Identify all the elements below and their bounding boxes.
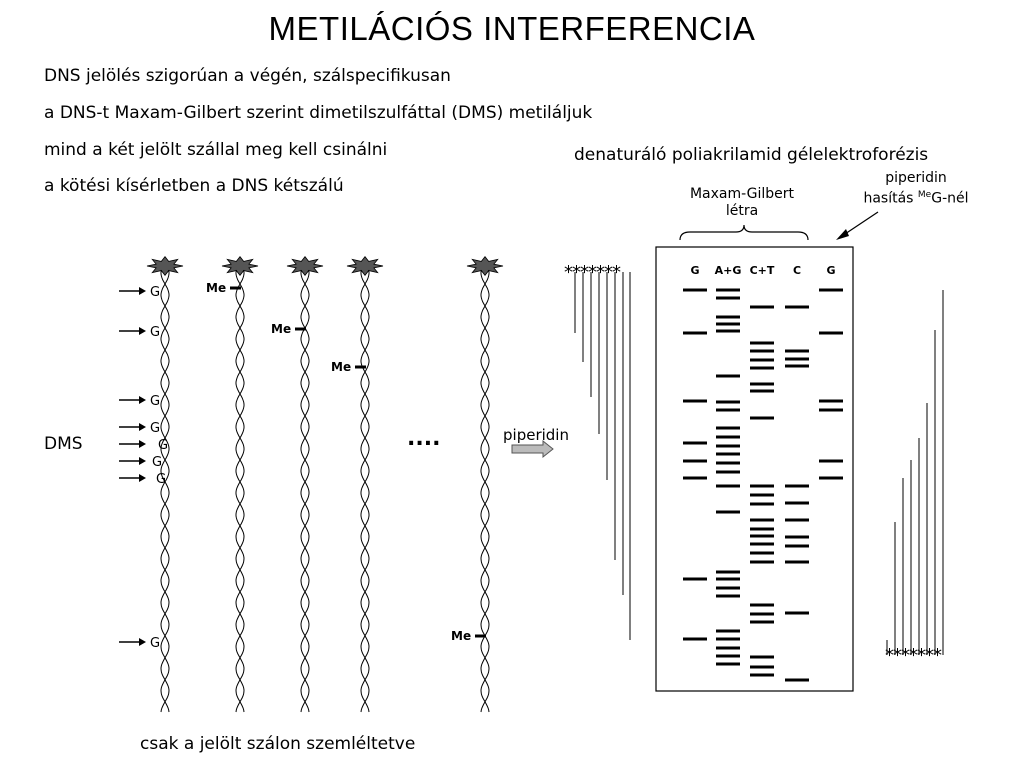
methyl-label: Me	[451, 629, 472, 643]
annotation-arrow-head-icon	[836, 229, 849, 240]
g-arrow-head-icon	[139, 327, 146, 335]
g-arrow-head-icon	[139, 440, 146, 448]
g-label: G	[150, 394, 161, 409]
methyl-label: Me	[206, 281, 227, 295]
cleavage-label-pre: hasítás	[863, 190, 918, 207]
dms-label: DMS	[44, 434, 83, 454]
methyl-label: Me	[331, 360, 352, 374]
g-arrow-head-icon	[139, 474, 146, 482]
lane-header-3: C+T	[749, 264, 775, 277]
g-label: G	[150, 636, 161, 651]
cleavage-label-line-1: piperidin	[885, 170, 947, 186]
label-star-icon	[287, 257, 323, 276]
dna-strand-1-2	[161, 270, 169, 712]
g-label: G	[156, 472, 167, 487]
stars-bottom: *******	[885, 645, 941, 666]
dna-strand-5-2	[481, 270, 489, 712]
dna-strand-4-2	[361, 270, 369, 712]
dna-strand-3-2	[301, 270, 309, 712]
dna-strand-4-1	[361, 270, 369, 712]
dna-strand-1-1	[161, 270, 169, 712]
g-arrow-head-icon	[139, 457, 146, 465]
lane-header-4: C	[792, 264, 802, 277]
stars-top: *******	[564, 262, 620, 283]
label-star-icon	[347, 257, 383, 276]
dna-strand-2-2	[236, 270, 244, 712]
ladder-label-line-2: létra	[725, 203, 759, 219]
g-label: G	[152, 455, 163, 470]
bullet-2: a DNS-t Maxam-Gilbert szerint dimetilszulfáttal (DMS) metiláljuk	[44, 103, 593, 123]
lane-header-5: G	[826, 264, 836, 277]
caption: csak a jelölt szálon szemléltetve	[140, 734, 416, 754]
piperidin-arrow-icon	[512, 441, 553, 457]
lane-header-2: A+G	[714, 264, 742, 277]
cleavage-label-sup: Me	[917, 190, 932, 200]
g-label: G	[150, 421, 161, 436]
g-arrow-head-icon	[139, 638, 146, 646]
g-arrow-head-icon	[139, 287, 146, 295]
page-title: METILÁCIÓS INTERFERENCIA	[268, 10, 756, 47]
g-arrow-head-icon	[139, 423, 146, 431]
cleavage-label-post: G-nél	[931, 190, 969, 207]
label-star-icon	[222, 257, 258, 276]
g-arrow-head-icon	[139, 396, 146, 404]
lane-header-1: G	[690, 264, 700, 277]
dna-strand-3-1	[301, 270, 309, 712]
gel-title: denaturáló poliakrilamid gélelektroforézis	[574, 145, 929, 165]
g-label: G	[158, 438, 169, 453]
g-label: G	[150, 325, 161, 340]
bullet-1: DNS jelölés szigorúan a végén, szálspecifikusan	[44, 66, 451, 86]
dna-strand-2-1	[236, 270, 244, 712]
dna-strand-5-1	[481, 270, 489, 712]
bullet-4: a kötési kísérletben a DNS kétszálú	[44, 176, 344, 196]
gel-frame	[656, 247, 853, 691]
ladder-brace	[680, 225, 808, 240]
ellipsis: ....	[407, 426, 441, 451]
label-star-icon	[147, 257, 183, 276]
bullet-3: mind a két jelölt szállal meg kell csinálni	[44, 140, 388, 160]
piperidin-label: piperidin	[503, 426, 569, 444]
methyl-label: Me	[271, 322, 292, 336]
label-star-icon	[467, 257, 503, 276]
g-label: G	[150, 285, 161, 300]
ladder-label-line-1: Maxam-Gilbert	[689, 186, 795, 202]
